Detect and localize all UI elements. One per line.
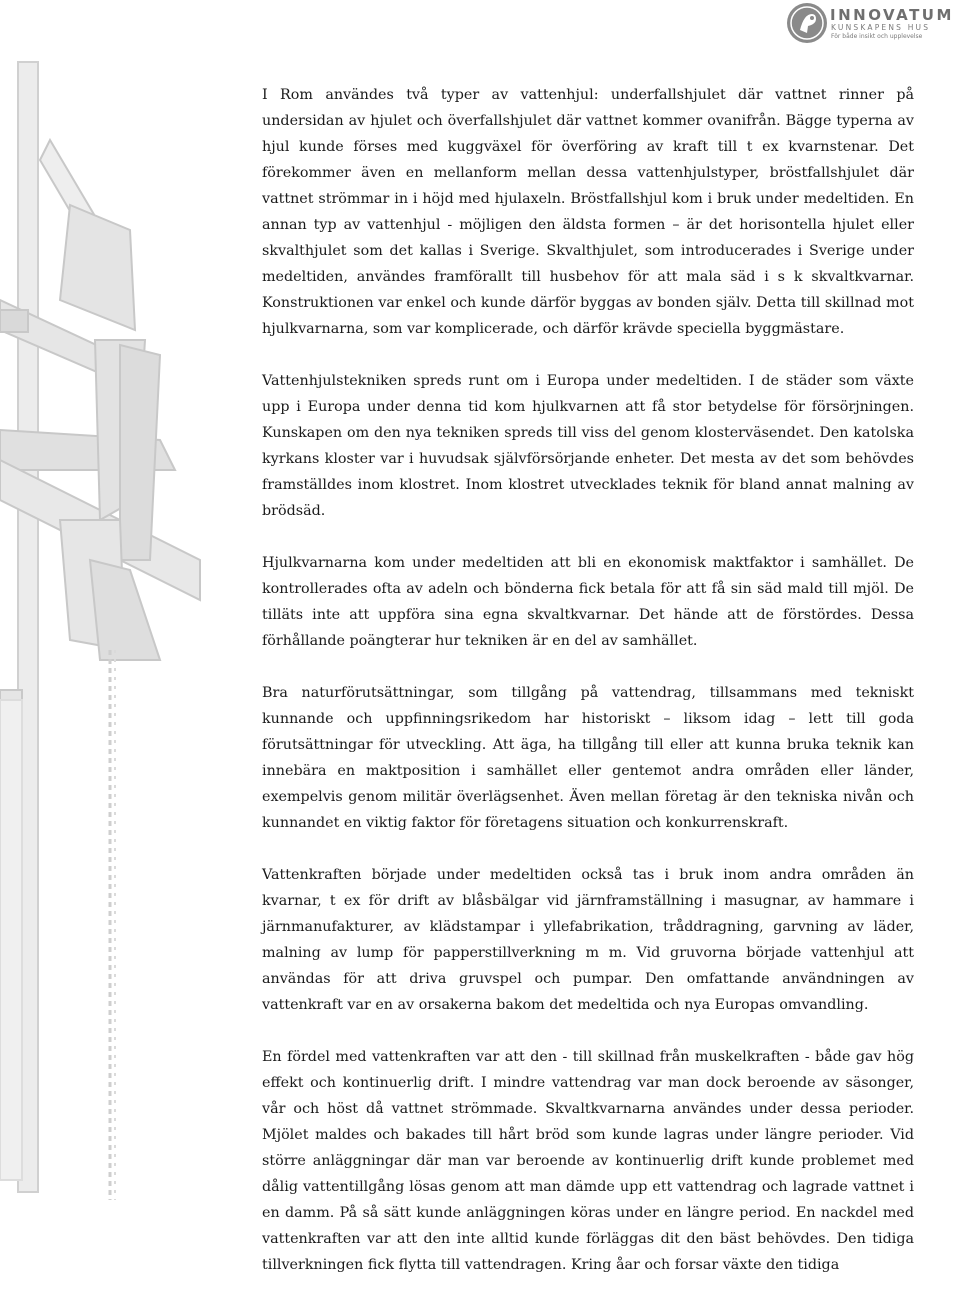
article-body — [262, 82, 914, 1304]
paragraph-1: I Rom användes två typer av vattenhjul: underfallshjulet där vattnet rinner på undersidan av hjulet och överfallshjulet där vattnet kommer ovanifrån. Bägge typerna av hjul kunde förses med kuggväxel för överföring av kraft till t ex kvarnstenar. Det förekommer även en mellanform mellan dessa vattenhjulstyper, bröstfallshjulet där vattnet strömmar in i höjd med hjulaxeln. Bröstfallshjul kom i bruk under medeltiden. En annan typ av vattenhjul - möjligen den äldsta formen – är det horisontella hjulet eller skvalthjulet som det kallas i Sverige. Skvalthjulet, som introducerades i Sverige under medeltiden, användes framförallt till husbehov för att mala säd i s k skvaltkvarnar. Konstruktionen var enkel och kunde därför byggas av bonden själv. Detta till skillnad mot hjulkvarnarna, som var komplicerade, och därför krävde speciella byggmästare. — [262, 87, 914, 337]
logo-tagline: För både insikt och upplevelse — [831, 33, 923, 40]
paragraph-5: Vattenkraften började under medeltiden också tas i bruk inom andra områden än kvarnar, t ex för drift av blåsbälgar vid järnframställning i masugnar, av hammare i järnmanufakturer, av klädstampar i yllefabrikation, tråddragning, garvning av läder, malning av lump för papperstillverkning m m. Vid gruvorna började vattenhjul att användas för att driva gruvspel och pumpar. Den omfattande användningen av vattenkraft var en av orsakerna bakom det medeltida och nya Europas omvandling. — [262, 867, 914, 1013]
water-wheel-background-illustration — [0, 0, 240, 1277]
paragraph-4: Bra naturförutsättningar, som tillgång på vattendrag, tillsammans med tekniskt kunnande och uppfinningsrikedom har historiskt – liksom idag – lett till goda förutsättningar för utveckling. Att äga, ha tillgång till eller att kunna bruka teknik kan innebära en maktposition i samhället eller gentemot andra områden eller länder, exempelvis genom militär överlägsenhet. Även mellan företag är den tekniska nivån och kunnandet en viktig faktor för företagens situation och konkurrenskraft. — [262, 685, 914, 831]
paragraph-3: Hjulkvarnarna kom under medeltiden att bli en ekonomisk maktfaktor i samhället. De kontrollerades ofta av adeln och bönderna fick betala för att få sin säd mald till mjöl. De tilläts inte att uppföra sina egna skvaltkvarnar. Det hände att de förstördes. Dessa förhållande poängterar hur tekniken är en del av samhället. — [262, 555, 914, 649]
paragraph-6: En fördel med vattenkraften var att den - till skillnad från muskelkraften - både gav hög effekt och kontinuerlig drift. I mindre vattendrag var man dock beroende av säsonger, vår och höst då vattnet strömmade. Skvaltkvarnarna användes under dessa perioder. Mjölet maldes och bakades till hårt bröd som kunde lagras under längre perioder. Vid större anläggningar där man var beroende av kontinuerlig drift kunde problemet med dålig vattentillgång lösas genom att man dämde upp ett vattendrag och lagrade vattnet i en damm. På så sätt kunde anläggningen köras under en längre period. En nackdel med vattenkraften var att den inte alltid kunde förläggas dit den bäst behövdes. Den tidiga tillverkningen fick flytta till vattendragen. Kring åar och forsar växte den tidiga — [262, 1049, 914, 1273]
logo-name: INNOVATUM — [830, 6, 954, 24]
innovatum-emblem-icon — [786, 2, 828, 44]
paragraph-2: Vattenhjulstekniken spreds runt om i Europa under medeltiden. I de städer som växte upp i Europa under denna tid kom hjulkvarnen att få stor betydelse för försörjningen. Kunskapen om den nya tekniken spreds till viss del genom klosterväsendet. Den katolska kyrkans kloster var i huvudsak självförsörjande enheter. Det mesta av det som behövdes framställdes inom klostret. Inom klostret utvecklades teknik för bland annat malning av brödsäd. — [262, 373, 914, 519]
logo-subtitle: KUNSKAPENS HUS — [831, 23, 931, 32]
innovatum-logo — [786, 2, 958, 44]
